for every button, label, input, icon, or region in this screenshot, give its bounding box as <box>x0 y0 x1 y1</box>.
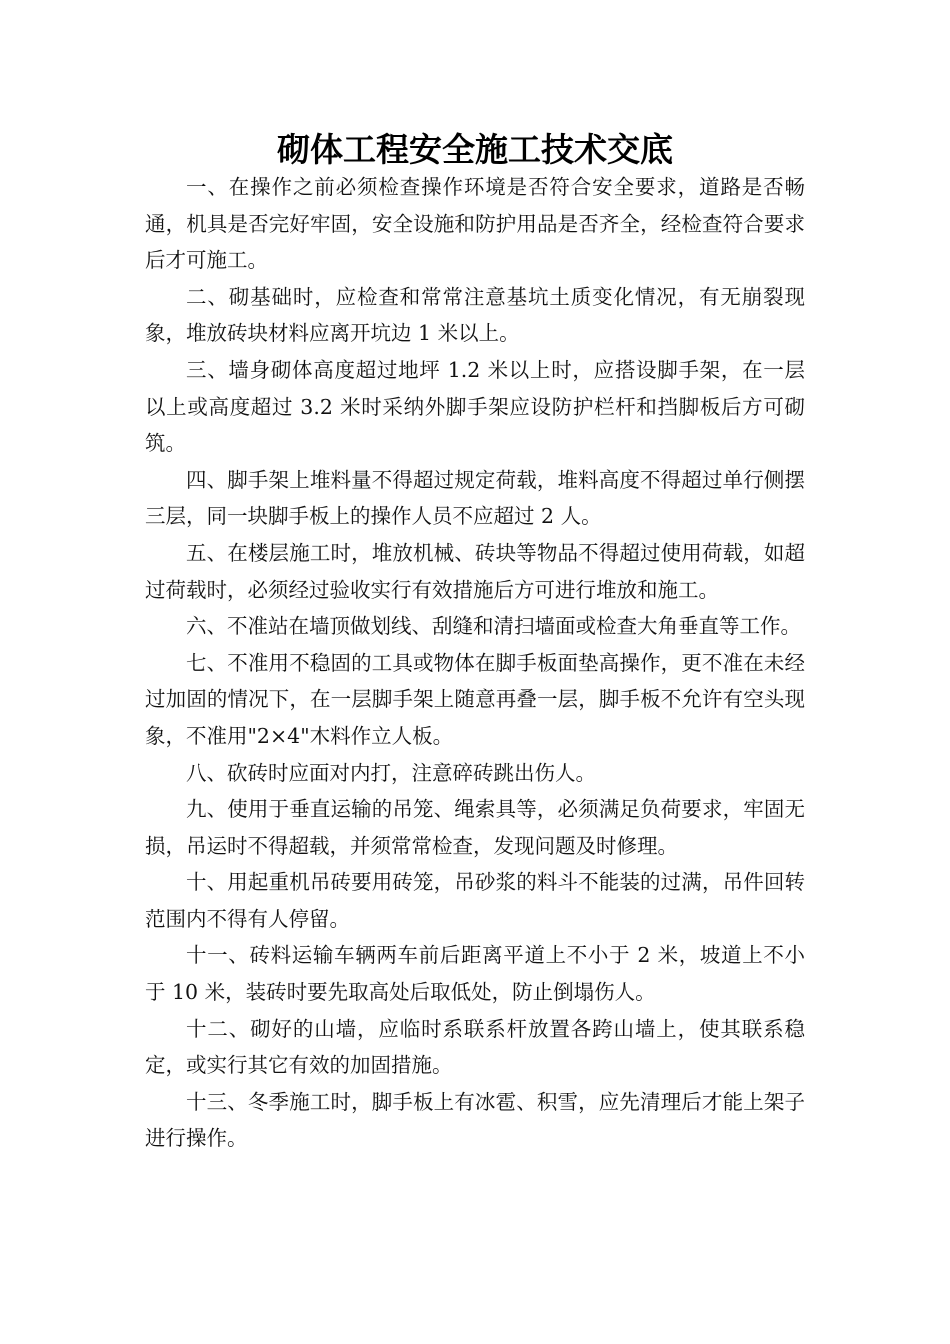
paragraph-3: 三、墙身砌体高度超过地坪 1.2 米以上时，应搭设脚手架，在一层以上或高度超过 3.2 米时采纳外脚手架应设防护栏杆和挡脚板后方可砌筑。 <box>145 357 805 456</box>
paragraph-4: 四、脚手架上堆料量不得超过规定荷载，堆料高度不得超过单行侧摆三层，同一块脚手板上的操作人员不应超过 2 人。 <box>145 467 805 529</box>
paragraph-5: 五、在楼层施工时，堆放机械、砖块等物品不得超过使用荷载，如超过荷载时，必须经过验收实行有效措施后方可进行堆放和施工。 <box>145 540 805 602</box>
document-body <box>145 169 805 1157</box>
paragraph-2: 二、砌基础时，应检查和常常注意基坑土质变化情况，有无崩裂现象，堆放砖块材料应离开坑边 1 米以上。 <box>145 284 805 346</box>
paragraph-9: 九、使用于垂直运输的吊笼、绳索具等，必须满足负荷要求，牢固无损，吊运时不得超载，并须常常检查，发现问题及时修理。 <box>145 797 805 858</box>
paragraph-11: 十一、砖料运输车辆两车前后距离平道上不小于 2 米，坡道上不小于 10 米，装砖时要先取高处后取低处，防止倒塌伤人。 <box>145 943 805 1005</box>
paragraph-12: 十二、砌好的山墙，应临时系联系杆放置各跨山墙上，使其联系稳定，或实行其它有效的加固措施。 <box>145 1016 805 1078</box>
paragraph-8: 八、砍砖时应面对内打，注意碎砖跳出伤人。 <box>186 760 596 785</box>
paragraph-10: 十、用起重机吊砖要用砖笼，吊砂浆的料斗不能装的过满，吊件回转范围内不得有人停留。 <box>145 870 805 931</box>
document-title: 砌体工程安全施工技术交底 <box>277 130 673 169</box>
paragraph-1: 一、在操作之前必须检查操作环境是否符合安全要求，道路是否畅通，机具是否完好牢固，安全设施和防护用品是否齐全，经检查符合要求后才可施工。 <box>145 175 805 273</box>
paragraph-6: 六、不准站在墙顶做划线、刮缝和清扫墙面或检查大角垂直等工作。 <box>186 614 801 639</box>
paragraph-7: 七、不准用不稳固的工具或物体在脚手板面垫高操作，更不准在未经过加固的情况下，在一层脚手架上随意再叠一层，脚手板不允许有空头现象，不准用"2×4"木料作立人板。 <box>145 650 805 748</box>
paragraph-13: 十三、冬季施工时，脚手板上有冰雹、积雪，应先清理后才能上架子进行操作。 <box>145 1089 805 1151</box>
